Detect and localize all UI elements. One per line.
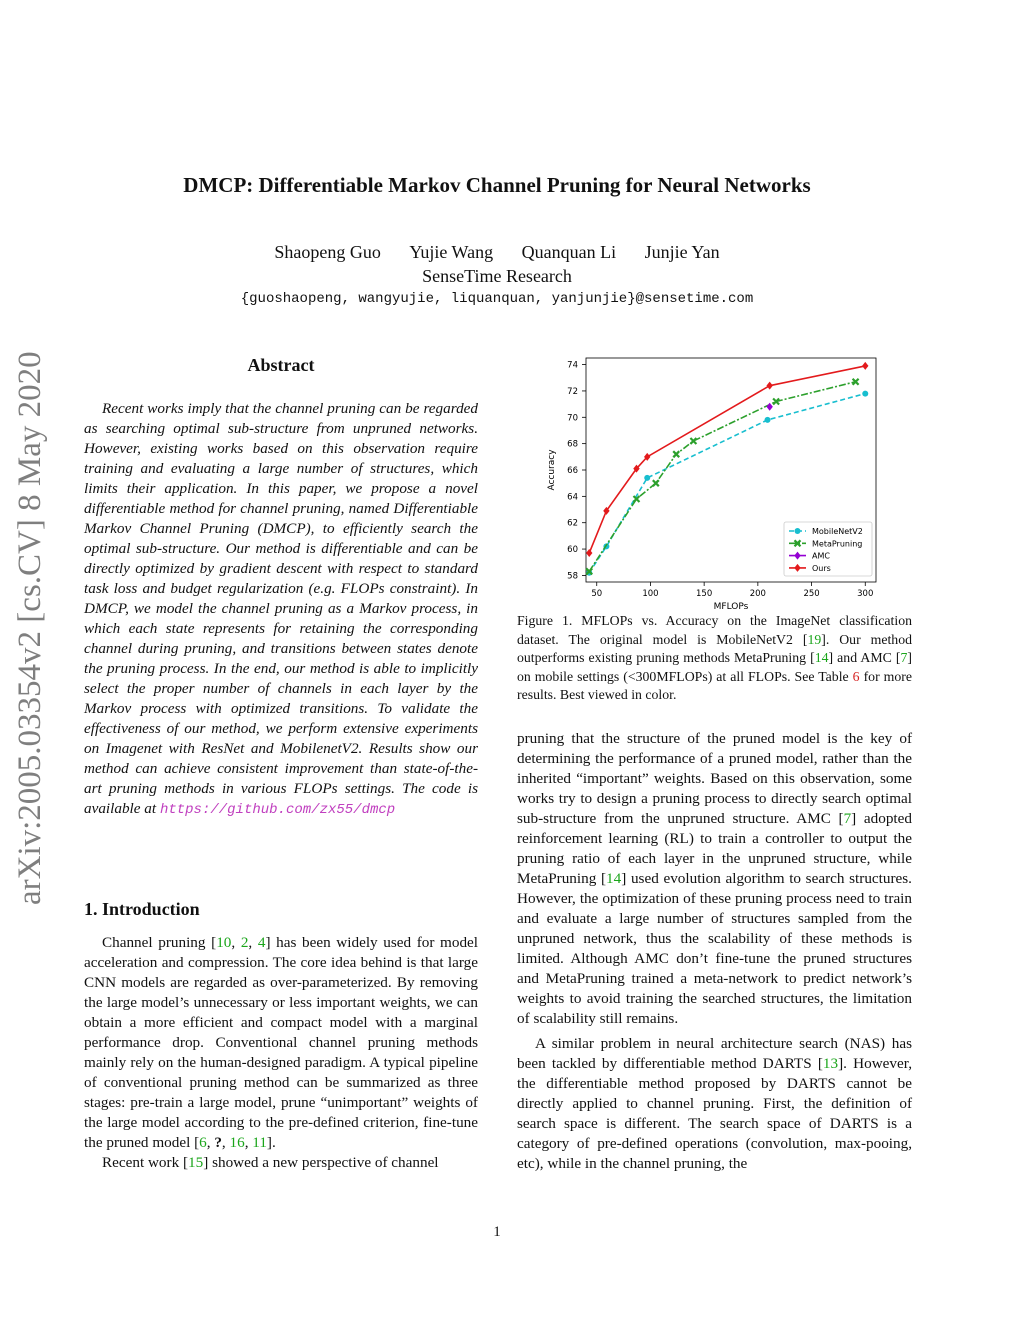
author-3: Quanquan Li [521, 242, 617, 262]
data-point [862, 362, 868, 370]
body-text: ]. However, the differentiable method proposed by DARTS cannot be directly applied to channel pruning. First, the definition of search space is different. The search space of DARTS is a category of pre-defined operations (convolution, max-pooing, etc), while in the channel pruning, the [517, 1055, 912, 1172]
caption-text: ] and AMC [ [828, 650, 901, 665]
citation-link[interactable]: 16 [229, 1134, 245, 1151]
abstract-body [84, 399, 478, 820]
citation-missing: ? [214, 1134, 222, 1151]
body-text: A similar problem in neural architecture search (NAS) has been tackled by differentiable method DARTS [ [517, 1035, 912, 1072]
data-point [862, 391, 868, 397]
citation-link[interactable]: 13 [822, 1055, 839, 1072]
y-tick-label: 68 [567, 439, 578, 450]
y-tick-label: 58 [567, 571, 578, 582]
citation-link[interactable]: 15 [188, 1154, 204, 1171]
chart-legend [784, 522, 872, 576]
y-tick-label: 66 [567, 466, 578, 476]
y-tick-label: 74 [567, 360, 578, 371]
x-tick-label: 300 [857, 589, 874, 599]
introduction-body: Channel pruning [10, 2, 4] has been widely used for model acceleration and compression. The core idea behind is that large CNN models are regarded as over-parameterized. By removing the large model’s unnecessary or less important weights, we can obtain a more efficient and compact model with a marginal performance drop. Conventional channel pruning methods mainly rely on the human-designed paradigm. A typical pipeline of conventional pruning method can be summarized as three stages: pre-train a large model, prune “unimportant” weights of the large model according to the pre-defined criterion, fine-tune the pruned model [6, ?, 16, 11]. Recent work [15] showed a new perspective of channel [84, 934, 479, 1171]
body-text: ] adopted reinforcement learning (RL) to train a controller to output the pruning ratio of each layer in the unpruned structure, while MetaPruning [ [517, 810, 912, 887]
caption-text: for more results. Best viewed in color. [517, 668, 912, 702]
data-point [795, 528, 801, 534]
y-tick-label: 64 [567, 492, 578, 503]
x-tick-label: 250 [803, 589, 820, 599]
citation-link[interactable]: 6 [199, 1134, 207, 1151]
y-tick-label: 72 [567, 386, 578, 397]
legend-label: MobileNetV2 [812, 527, 863, 536]
y-tick-label: 62 [567, 518, 578, 529]
legend-label: Ours [812, 563, 831, 573]
caption-text: ] on mobile settings (<300MFLOPs) at all FLOPs. See Table [517, 650, 912, 684]
abstract-heading: Abstract [247, 355, 315, 375]
citation-link[interactable]: 14 [606, 870, 622, 887]
data-point [644, 475, 650, 481]
y-tick-label: 60 [567, 545, 578, 556]
data-point [586, 549, 592, 557]
intro-text: Recent work [ [102, 1154, 189, 1171]
intro-text: Channel pruning [ [102, 934, 217, 951]
data-point [766, 403, 772, 411]
affiliation: SenseTime Research [422, 266, 572, 286]
data-point [766, 382, 772, 390]
x-tick-label: 150 [696, 589, 713, 599]
author-2: Yujie Wang [409, 242, 494, 262]
intro-text: ] has been widely used for model acceleration and compression. The core idea behind is that large CNN models are regarded as over-parameterized. By removing the large model’s unnecessary or less important weights, we can obtain a more efficient and compact model with a marginal performance drop. Conventional channel pruning methods mainly rely on the human-designed paradigm. A typical pipeline of conventional pruning method can be summarized as three stages: pre-train a large model, prune “unimportant” weights of the large model according to the pre-defined criterion, fine-tune the pruned model [ [84, 934, 479, 1151]
caption-text: Figure 1. MFLOPs vs. Accuracy on the ImageNet classification dataset. The original model is MobileNetV2 [ [517, 613, 912, 647]
citation-link[interactable]: 10 [216, 934, 232, 951]
data-point [673, 451, 679, 457]
citation-link[interactable]: 7 [900, 650, 908, 665]
data-point [690, 438, 696, 444]
x-tick-label: 50 [591, 589, 603, 599]
citation-link[interactable]: 14 [814, 650, 829, 665]
citation-link[interactable]: 19 [807, 631, 822, 647]
author-emails: {guoshaopeng, wangyujie, liquanquan, yanjunjie}@sensetime.com [240, 291, 754, 307]
intro-text: ]. [266, 1134, 276, 1151]
citation-link[interactable]: 2 [240, 934, 249, 951]
authors [0, 240, 994, 288]
x-tick-label: 200 [749, 589, 766, 599]
paper-title: DMCP: Differentiable Markov Channel Pruning for Neural Networks [183, 173, 811, 197]
body-text: pruning that the structure of the pruned model is the key of determining the performance of a pruned model, rather than the inherited “important” weights. Based on this observation, some works try to design a pruning process to directly search optimal sub-structure from the unpruned structure. AMC [ [517, 730, 912, 827]
citation-link[interactable]: 7 [843, 810, 852, 827]
abstract-text: Recent works imply that the channel pruning can be regarded as searching optimal sub-structure from unpruned networks. However, existing works based on this observation require training and evaluating a large number of structures, which limits their application. In this paper, we propose a novel differentiable method for channel pruning, named Differentiable Markov Channel Pruning (DMCP), to efficiently search the optimal sub-structure. Our method is differentiable and can be directly optimized by gradient descent with respect to standard task loss and budget regularization (e.g. FLOPs constraint). In DMCP, we model the channel pruning as a Markov process, in which each state represents for retaining the corresponding channel during pruning, and transitions between states denote the pruning process. In the end, our method is able to implicitly select the proper number of channels in each layer by the Markov process with optimized transitions. To validate the effectiveness of our method, we perform extensive experiments on Imagenet with ResNet and MobilenetV2. Results show our method can achieve consistent improvement than state-of-the-art pruning methods in various FLOPs settings. The code is available at [84, 400, 478, 817]
table-link[interactable]: 6 [852, 668, 860, 684]
body-text: ] used evolution algorithm to search structures. However, the optimization of these pruning process need to train and evaluate a large number of structures sampled from the unpruned network, thus the scalability of these methods is limited. Although AMC don’t fine-tune the pruned structures and MetaPruning trained a meta-network to predict network’s weights to avoid training the searched structures, the limitation of scalability still remains. [517, 870, 912, 1027]
author-1: Shaopeng Guo [274, 242, 381, 262]
x-axis-label: MFLOPs [713, 602, 749, 612]
y-tick-label: 70 [567, 413, 578, 424]
right-column-body [517, 729, 912, 1174]
caption-text: ]. Our method outperforms existing pruning methods MetaPruning [ [517, 631, 912, 665]
legend-label: MetaPruning [812, 539, 863, 549]
data-point [653, 480, 659, 486]
section-heading-introduction: 1. Introduction [84, 899, 200, 919]
page-number: 1 [493, 1224, 501, 1240]
arxiv-identifier: arXiv:2005.03354v2 [cs.CV] 8 May 2020 [12, 351, 48, 905]
code-link[interactable]: https://github.com/zx55/dmcp [159, 802, 396, 818]
citation-link[interactable]: 4 [257, 934, 266, 951]
x-tick-label: 100 [642, 589, 659, 599]
y-axis-label: Accuracy [547, 449, 557, 491]
intro-text: ] showed a new perspective of channel [203, 1154, 439, 1171]
citation-link[interactable]: 11 [252, 1134, 267, 1151]
legend-label: AMC [812, 551, 830, 561]
author-4: Junjie Yan [644, 242, 720, 262]
figure-caption [517, 612, 912, 705]
data-point [765, 417, 771, 423]
accuracy-vs-mflops-chart [540, 352, 886, 614]
